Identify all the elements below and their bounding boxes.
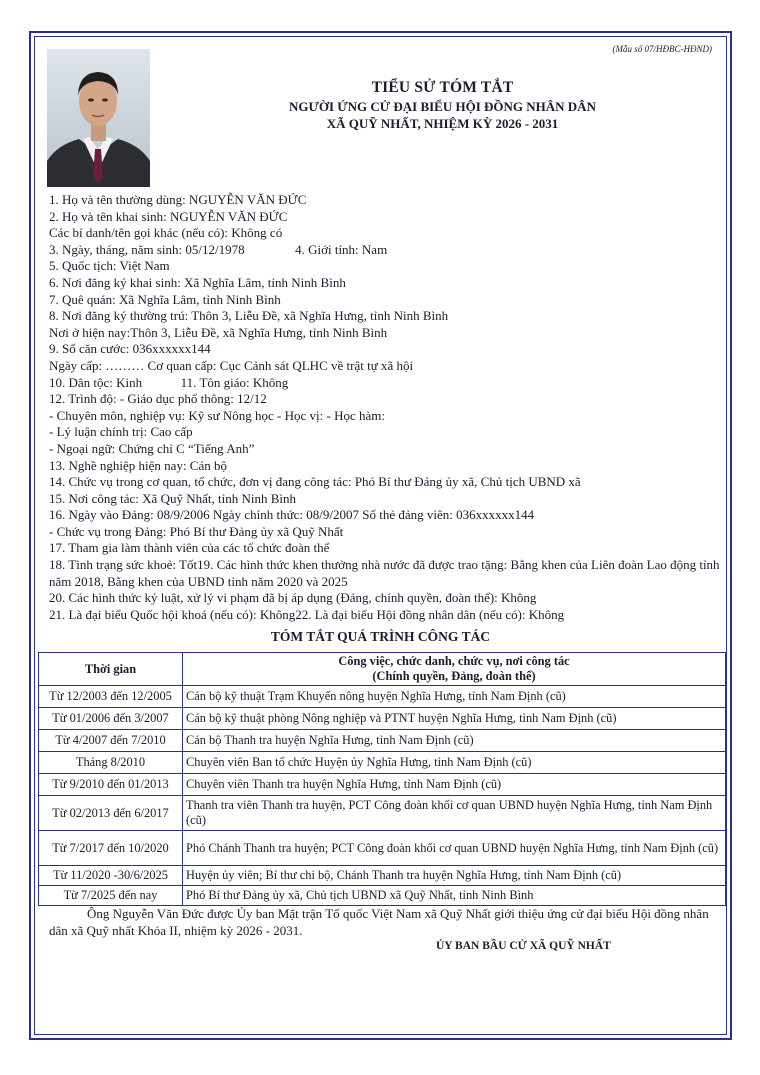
info-common-name: 1. Họ và tên thường dùng: NGUYỄN VĂN ĐỨC <box>49 192 307 207</box>
career-time: Từ 12/2003 đến 12/2005 <box>39 686 183 708</box>
info-religion: 11. Tôn giáo: Không <box>180 374 289 390</box>
title-line-3: XÃ QUỸ NHẤT, NHIỆM KỲ 2026 - 2031 <box>326 116 559 131</box>
career-time: Từ 9/2010 đến 01/2013 <box>39 774 183 796</box>
career-header-time: Thời gian <box>39 653 183 686</box>
personal-info <box>49 192 729 623</box>
career-time: Từ 4/2007 đến 7/2010 <box>39 730 183 752</box>
info-current-residence: Nơi ở hiện nay:Thôn 3, Liễu Đề, xã Nghĩa Hưng, tỉnh Ninh Bình <box>49 324 388 340</box>
career-section-title: TÓM TẮT QUÁ TRÌNH CÔNG TÁC <box>270 629 491 644</box>
info-hometown: 7. Quê quán: Xã Nghĩa Lâm, tỉnh Ninh Bình <box>49 291 281 307</box>
info-birth-name: 2. Họ và tên khai sinh: NGUYỄN VĂN ĐỨC <box>49 208 288 224</box>
info-foreign-language: - Ngoại ngữ: Chứng chỉ C “Tiếng Anh” <box>49 440 255 456</box>
career-time: Từ 7/2017 đến 10/2020 <box>39 831 183 866</box>
table-row <box>39 774 726 796</box>
career-time: Từ 11/2020 -30/6/2025 <box>39 866 183 886</box>
table-row <box>39 866 726 886</box>
info-nationality: 5. Quốc tịch: Việt Nam <box>49 258 170 274</box>
table-row <box>39 886 726 906</box>
title-main: TIỂU SỬ TÓM TẮT <box>371 79 514 96</box>
info-id-number: 9. Số căn cước: 036xxxxxx144 <box>49 341 211 357</box>
career-job: Thanh tra viên Thanh tra huyện, PCT Công đoàn khối cơ quan UBND huyện Nghĩa Hưng, tỉnh Nam Định (cũ) <box>183 796 726 831</box>
table-row <box>39 686 726 708</box>
table-row <box>39 831 726 866</box>
career-job: Phó Bí thư Đảng ủy xã, Chủ tịch UBND xã Quỹ Nhất, tỉnh Ninh Bình <box>183 886 726 906</box>
table-row <box>39 752 726 774</box>
info-delegate: 21. Là đại biểu Quốc hội khoá (nếu có): Không22. Là đại biểu Hội đồng nhân dân (nếu có): Không <box>49 606 565 622</box>
career-time: Từ 02/2013 đến 6/2017 <box>39 796 183 831</box>
career-table <box>38 652 726 906</box>
portrait-image <box>47 49 150 187</box>
career-job: Cán bộ kỹ thuật phòng Nông nghiệp và PTNT huyện Nghĩa Hưng, tỉnh Nam Định (cũ) <box>183 708 726 730</box>
career-header-job-line1: Công việc, chức danh, chức vụ, nơi công tác <box>338 654 570 668</box>
career-job: Chuyên viên Ban tổ chức Huyện ủy Nghĩa Hưng, tỉnh Nam Định (cũ) <box>183 752 726 774</box>
info-dob: 3. Ngày, tháng, năm sinh: 05/12/1978 <box>49 241 245 257</box>
info-occupation: 13. Nghề nghiệp hiện nay: Cán bộ <box>49 457 227 473</box>
title-line-2: NGƯỜI ỨNG CỬ ĐẠI BIỂU HỘI ĐỒNG NHÂN DÂN <box>289 99 596 114</box>
info-gender: 4. Giới tính: Nam <box>295 241 388 257</box>
career-time: Từ 7/2025 đến nay <box>39 886 183 906</box>
info-specialty: - Chuyên môn, nghiệp vụ: Kỹ sư Nông học - Học vị: - Học hàm: <box>49 407 385 423</box>
info-organizations: 17. Tham gia làm thành viên của các tổ chức đoàn thể <box>49 540 330 556</box>
career-job: Phó Chánh Thanh tra huyện; PCT Công đoàn khối cơ quan UBND huyện Nghĩa Hưng, tỉnh Nam Định (cũ) <box>183 831 726 866</box>
info-position: 14. Chức vụ trong cơ quan, tổ chức, đơn vị đang công tác: Phó Bí thư Đảng ủy xã, Chủ tịch UBND xã <box>49 474 581 490</box>
signature-authority: ỦY BAN BẦU CỬ XÃ QUỸ NHẤT <box>436 940 611 952</box>
table-row <box>39 708 726 730</box>
info-permanent-residence: 8. Nơi đăng ký thường trú: Thôn 3, Liễu Đề, xã Nghĩa Hưng, tỉnh Ninh Bình <box>49 308 449 324</box>
info-ethnicity-religion <box>49 375 729 392</box>
info-political-theory: - Lý luận chính trị: Cao cấp <box>49 424 193 440</box>
career-time: Tháng 8/2010 <box>39 752 183 774</box>
document-title <box>170 78 715 132</box>
candidate-photo <box>47 49 150 187</box>
table-row <box>39 730 726 752</box>
info-party-membership: 16. Ngày vào Đảng: 08/9/2006 Ngày chính thức: 08/9/2007 Số thẻ đảng viên: 036xxxxxx144 <box>49 507 535 523</box>
info-discipline: 20. Các hình thức kỷ luật, xử lý vi phạm đã bị áp dụng (Đảng, chính quyền, đoàn thể): Không <box>49 590 537 606</box>
info-party-position: - Chức vụ trong Đảng: Phó Bí thư Đảng ủy xã Quỹ Nhất <box>49 523 344 539</box>
form-code: (Mẫu số 07/HĐBC-HĐND) <box>612 44 712 54</box>
career-header-job <box>183 653 726 686</box>
info-workplace: 15. Nơi công tác: Xã Quỹ Nhất, tỉnh Ninh Bình <box>49 490 296 506</box>
info-education: 12. Trình độ: - Giáo dục phổ thông: 12/12 <box>49 391 267 407</box>
info-ethnicity: 10. Dân tộc: Kinh <box>49 374 143 390</box>
career-job: Cán bộ Thanh tra huyện Nghĩa Hưng, tỉnh Nam Định (cũ) <box>183 730 726 752</box>
closing-paragraph: Ông Nguyễn Văn Đức được Ủy ban Mặt trận Tổ quốc Việt Nam xã Quỹ Nhất giới thiệu ứng cử đại biểu Hội đồng nhân dân xã Quỹ nhất Khóa II, nhiệm kỳ 2026 - 2031. <box>49 906 709 938</box>
info-health-awards: 18. Tình trạng sức khoẻ: Tốt19. Các hình thức khen thưởng nhà nước đã được trao tặng: Bằng khen của Liên đoàn Lao động tỉnh năm 2018, Bằng khen của UBND tỉnh năm 2020 và 2025 <box>49 557 720 589</box>
info-alias: Các bí danh/tên gọi khác (nếu có): Không có <box>49 225 283 241</box>
info-id-issue: Ngày cấp: ……… Cơ quan cấp: Cục Cảnh sát QLHC về trật tự xã hội <box>49 357 414 373</box>
career-header-row <box>39 653 726 686</box>
career-job: Chuyên viên Thanh tra huyện Nghĩa Hưng, tỉnh Nam Định (cũ) <box>183 774 726 796</box>
career-job: Cán bộ kỹ thuật Trạm Khuyến nông huyện Nghĩa Hưng, tỉnh Nam Định (cũ) <box>183 686 726 708</box>
career-job: Huyện ủy viên; Bí thư chi bộ, Chánh Thanh tra huyện Nghĩa Hưng, tỉnh Nam Định (cũ) <box>183 866 726 886</box>
info-dob-gender <box>49 242 729 259</box>
career-time: Từ 01/2006 đến 3/2007 <box>39 708 183 730</box>
info-birth-registration: 6. Nơi đăng ký khai sinh: Xã Nghĩa Lâm, tỉnh Ninh Bình <box>49 274 346 290</box>
career-header-job-line2: (Chính quyền, Đảng, đoàn thể) <box>372 669 536 683</box>
table-row <box>39 796 726 831</box>
